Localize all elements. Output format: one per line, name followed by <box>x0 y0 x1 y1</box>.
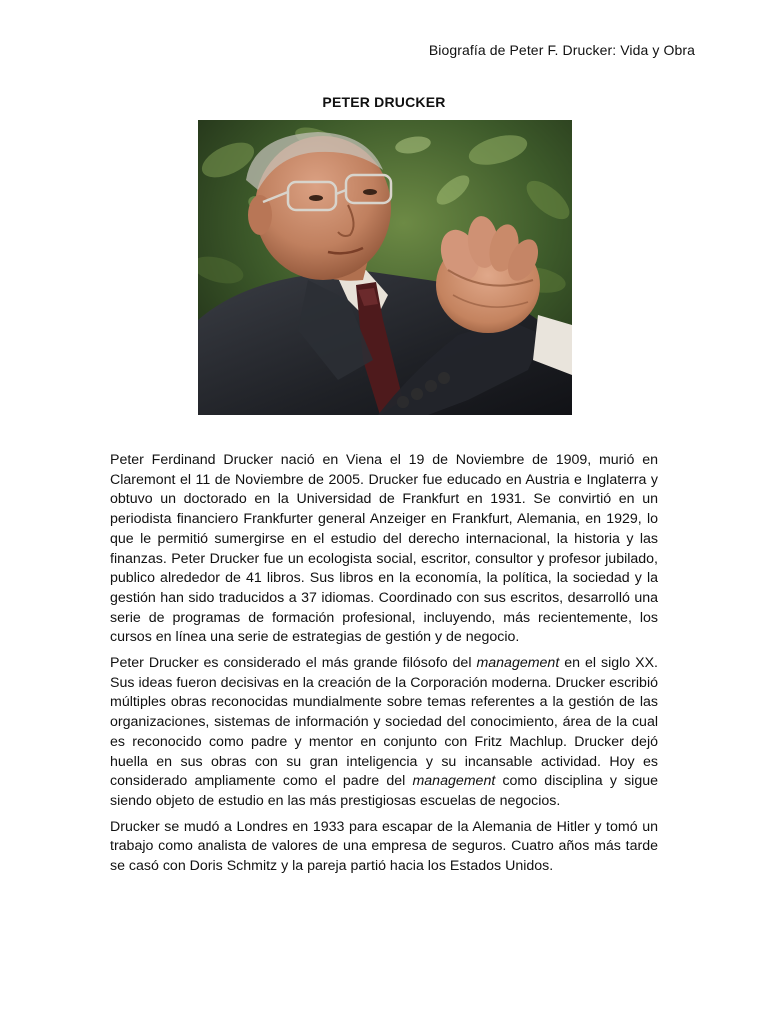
paragraph-2-emphasis-2: management <box>412 773 496 790</box>
paragraph-2-emphasis-1: management <box>476 655 560 672</box>
portrait-photo <box>198 120 572 415</box>
paragraph-2-text-b: en el siglo XX. Sus ideas fueron decisivas en la creación de la Corporación moderna. Drucker escribió múltiples obras reconocidas mundialmente sobre temas referentes a la gestión de las organizaciones, sistemas de información y sociedad del conocimiento, área de la cual es reconocido como padre y mentor en conjunto con Fritz Machlup. Drucker dejó huella en sus obras con su gran inteligencia y su incansable actividad. Hoy es considerado ampliamente como el padre del <box>110 655 658 790</box>
document-title: PETER DRUCKER <box>322 94 446 110</box>
paragraph-2-text-c: como disciplina y sigue siendo objeto de estudio en las más prestigiosas escuelas de negocios. <box>110 773 658 809</box>
paragraph-2-text-a: Peter Drucker es considerado el más grande filósofo del <box>110 655 477 672</box>
paragraph-3: Drucker se mudó a Londres en 1933 para escapar de la Alemania de Hitler y tomó un trabajo como analista de valores de una empresa de seguros. Cuatro años más tarde se casó con Doris Schmitz y la pareja partió hacia los Estados Unidos. <box>110 818 658 875</box>
biography-body <box>110 451 658 883</box>
page-running-header: Biografía de Peter F. Drucker: Vida y Obra <box>428 42 695 58</box>
portrait-illustration <box>198 120 572 415</box>
paragraph-1: Peter Ferdinand Drucker nació en Viena el 19 de Noviembre de 1909, murió en Claremont el 11 de Noviembre de 2005. Drucker fue educado en Austria e Inglaterra y obtuvo un doctorado en la Universidad de Frankfurt en 1931. Se convirtió en un periodista financiero Frankfurter general Anzeiger en Frankfurt, Alemania, en 1929, lo que le permitió sumergirse en el estudio del derecho internacional, la historia y las finanzas. Peter Drucker fue un ecologista social, escritor, consultor y profesor jubilado, publico alrededor de 41 libros. Sus libros en la economía, la política, la sociedad y la gestión han sido traducidos a 37 idiomas. Coordinado con sus escritos, desarrolló una serie de programas de formación profesional, incluyendo, más recientemente, los cursos en línea una serie de estrategias de gestión y de negocio. <box>110 452 658 646</box>
paragraph-2 <box>110 654 658 812</box>
